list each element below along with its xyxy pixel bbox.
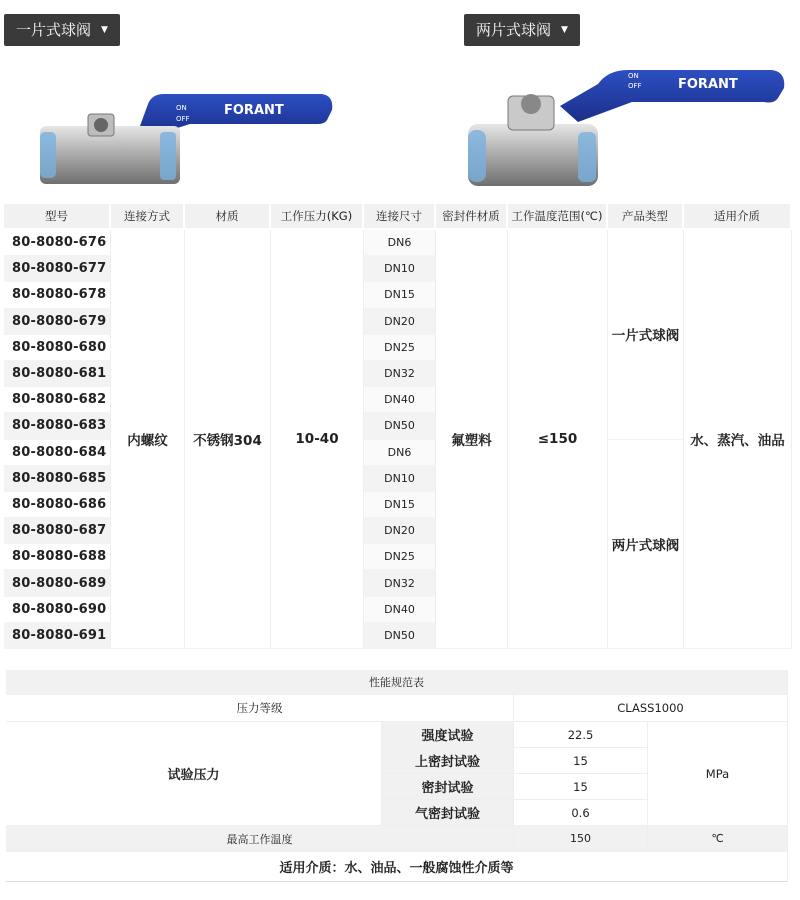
model-number: 80-8080-679	[4, 309, 111, 335]
on-label: ON	[176, 104, 187, 112]
connection-size: DN20	[364, 309, 436, 335]
model-number: 80-8080-677	[4, 256, 111, 282]
connection-size: DN15	[364, 282, 436, 308]
connection-size: DN40	[364, 597, 436, 623]
column-header: 工作温度范围(℃)	[508, 204, 608, 230]
applicable-medium: 水、蒸汽、油品	[684, 230, 792, 649]
one-piece-valve-tab-label: 一片式球阀	[16, 21, 92, 39]
table-row	[4, 230, 792, 256]
column-header: 型号	[4, 204, 111, 230]
model-number: 80-8080-680	[4, 335, 111, 361]
connection-size: DN25	[364, 544, 436, 570]
connection-size: DN50	[364, 623, 436, 649]
test-value: 15	[514, 774, 648, 800]
test-name: 密封试验	[382, 774, 514, 800]
test-name: 强度试验	[382, 722, 514, 748]
spec-header-row	[4, 204, 792, 230]
model-number: 80-8080-682	[4, 387, 111, 413]
test-value: 0.6	[514, 800, 648, 826]
model-number: 80-8080-685	[4, 466, 111, 492]
model-number: 80-8080-687	[4, 518, 111, 544]
column-header: 适用介质	[684, 204, 792, 230]
model-number: 80-8080-688	[4, 544, 111, 570]
model-number: 80-8080-684	[4, 440, 111, 466]
off-label: OFF	[628, 82, 642, 90]
connection-size: DN10	[364, 466, 436, 492]
pressure-level-value: CLASS1000	[514, 695, 788, 722]
test-pressure-label: 试验压力	[6, 722, 382, 826]
brand-logo: FORANT	[678, 77, 738, 92]
connection-size: DN6	[364, 440, 436, 466]
two-piece-valve-tab[interactable]	[464, 14, 580, 46]
connection-size: DN50	[364, 413, 436, 439]
brand-logo: FORANT	[224, 103, 284, 118]
column-header: 工作压力(KG)	[271, 204, 364, 230]
max-temp-label: 最高工作温度	[6, 826, 514, 852]
max-temp-value: 150	[514, 826, 648, 852]
chevron-down-icon: ▼	[101, 25, 108, 35]
column-header: 连接尺寸	[364, 204, 436, 230]
one-piece-valve-tab[interactable]	[4, 14, 120, 46]
product-type-two-piece: 两片式球阀	[608, 440, 684, 650]
connection-size: DN10	[364, 256, 436, 282]
connection-size: DN32	[364, 570, 436, 596]
connection-size: DN25	[364, 335, 436, 361]
performance-table	[6, 670, 788, 882]
chevron-down-icon: ▼	[561, 25, 568, 35]
seal-material: 氟塑料	[436, 230, 508, 649]
model-number: 80-8080-689	[4, 570, 111, 596]
column-header: 材质	[185, 204, 271, 230]
test-value: 15	[514, 748, 648, 774]
model-number: 80-8080-690	[4, 597, 111, 623]
connection-size: DN20	[364, 518, 436, 544]
test-value: 22.5	[514, 722, 648, 748]
two-piece-valve-image	[468, 66, 792, 192]
model-number: 80-8080-678	[4, 282, 111, 308]
connection-size: DN15	[364, 492, 436, 518]
model-number: 80-8080-681	[4, 361, 111, 387]
product-type-one-piece: 一片式球阀	[608, 230, 684, 440]
column-header: 连接方式	[111, 204, 185, 230]
two-piece-valve-tab-label: 两片式球阀	[476, 21, 552, 39]
spec-table	[4, 204, 792, 649]
one-piece-valve-image	[40, 88, 340, 198]
model-number: 80-8080-691	[4, 623, 111, 649]
pressure-unit: MPa	[648, 722, 788, 826]
column-header: 密封件材质	[436, 204, 508, 230]
model-number: 80-8080-683	[4, 413, 111, 439]
off-label: OFF	[176, 115, 190, 123]
on-label: ON	[628, 72, 639, 80]
connection-type: 内螺纹	[111, 230, 185, 649]
max-temp-unit: ℃	[648, 826, 788, 852]
material: 不锈钢304	[185, 230, 271, 649]
performance-title: 性能规范表	[6, 670, 788, 695]
working-temperature: ≤150	[508, 230, 608, 649]
model-number: 80-8080-676	[4, 230, 111, 256]
connection-size: DN32	[364, 361, 436, 387]
model-number: 80-8080-686	[4, 492, 111, 518]
column-header: 产品类型	[608, 204, 684, 230]
test-name: 气密封试验	[382, 800, 514, 826]
test-name: 上密封试验	[382, 748, 514, 774]
pressure-level-label: 压力等级	[6, 695, 514, 722]
connection-size: DN6	[364, 230, 436, 256]
working-pressure: 10-40	[271, 230, 364, 649]
applicable-media-footer: 适用介质：水、油品、一般腐蚀性介质等	[6, 852, 788, 882]
connection-size: DN40	[364, 387, 436, 413]
